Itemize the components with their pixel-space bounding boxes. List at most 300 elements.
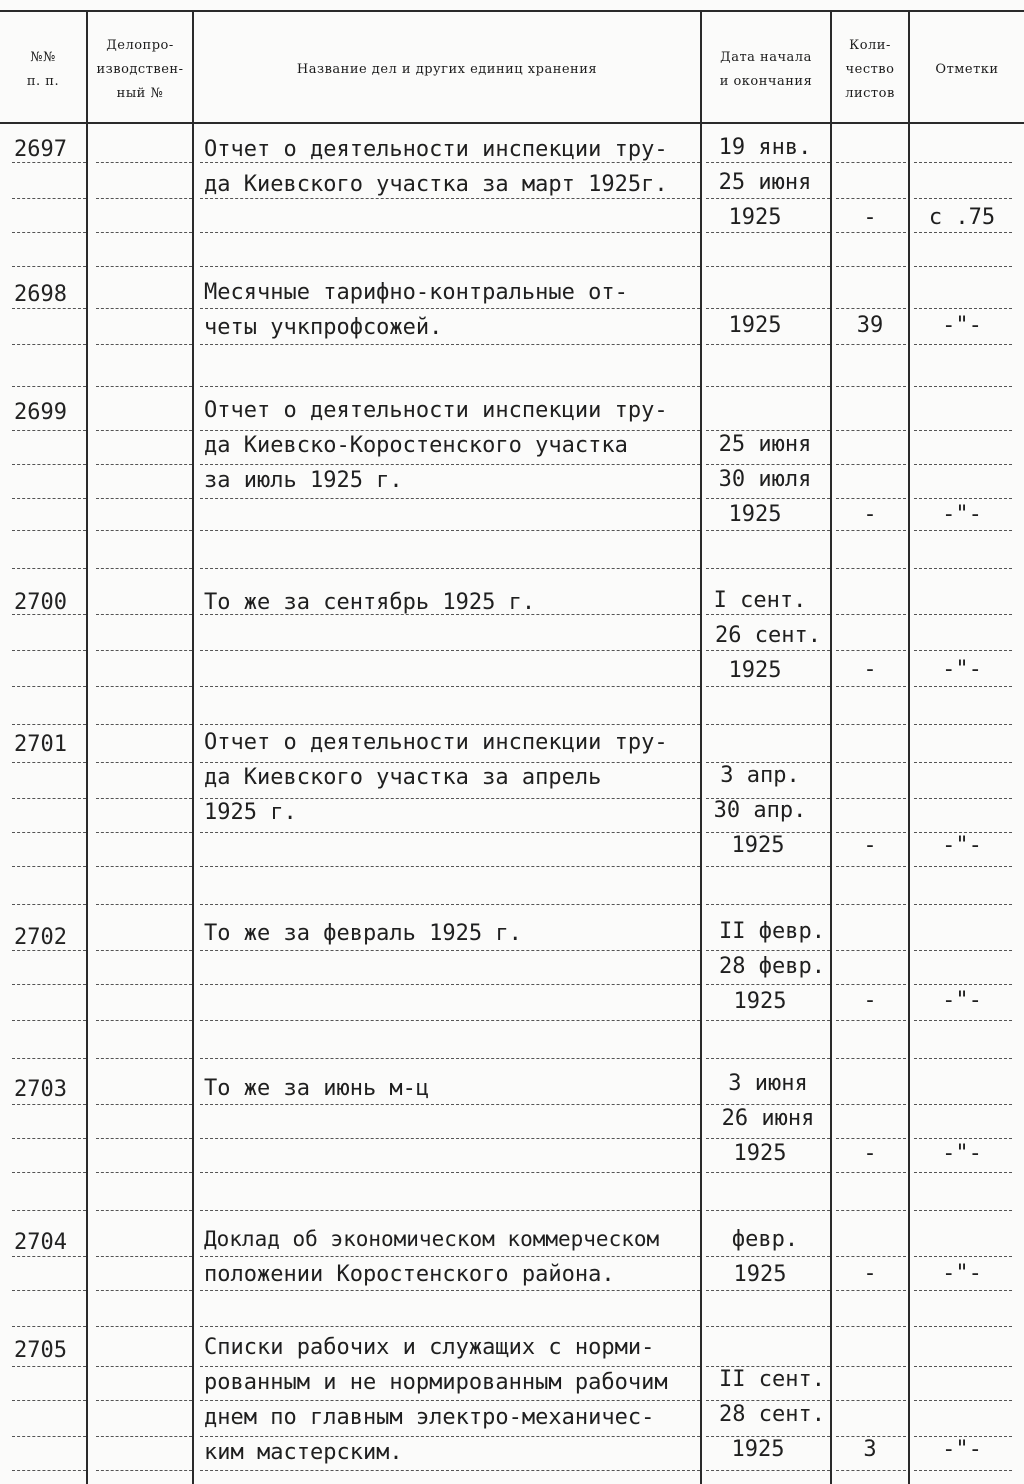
ruled-line [836, 430, 906, 431]
ruled-line [706, 1366, 830, 1367]
ruled-line [706, 798, 830, 799]
ruled-line [96, 232, 192, 233]
ruled-line [914, 904, 1012, 905]
ruled-line [12, 430, 86, 431]
row-notes: -"- [942, 657, 982, 682]
ruled-line [200, 866, 700, 867]
ruled-line [12, 232, 86, 233]
ruled-line [96, 1366, 192, 1367]
ruled-line [836, 1290, 906, 1291]
ruled-line [836, 1400, 906, 1401]
row-title [204, 916, 704, 951]
date-line: 3 апр. [720, 763, 800, 788]
row-number: 2704 [14, 1230, 67, 1255]
ruled-line [706, 686, 830, 687]
row-dates [710, 758, 832, 863]
ruled-line [706, 1058, 830, 1059]
row-number: 2703 [14, 1077, 67, 1102]
ruled-line [706, 614, 830, 615]
ruled-line [96, 498, 192, 499]
ruled-line [914, 1366, 1012, 1367]
ruled-line [836, 568, 906, 569]
ruled-line [836, 762, 906, 763]
ruled-line [96, 1138, 192, 1139]
ruled-line [12, 1256, 86, 1257]
column-divider [86, 10, 88, 1484]
ruled-line [200, 832, 700, 833]
ruled-line [914, 686, 1012, 687]
ruled-line [12, 1020, 86, 1021]
ruled-line [914, 798, 1012, 799]
ruled-line [12, 762, 86, 763]
date-line: 1925 [731, 833, 785, 858]
row-sheets: - [863, 657, 877, 682]
row-dates [710, 427, 832, 532]
ruled-line [836, 1104, 906, 1105]
ruled-line [12, 568, 86, 569]
row-notes: -"- [942, 502, 982, 527]
ruled-line [914, 232, 1012, 233]
ruled-line [706, 1436, 830, 1437]
ruled-line [706, 1104, 830, 1105]
row-title [204, 393, 704, 498]
row-dates [710, 308, 832, 343]
ruled-line [836, 1326, 906, 1327]
ruled-line [200, 344, 700, 345]
row-number: 2699 [14, 400, 67, 425]
ruled-line [836, 464, 906, 465]
ruled-line [200, 464, 700, 465]
ruled-line [200, 568, 700, 569]
ruled-line [200, 984, 700, 985]
ruled-line [96, 1104, 192, 1105]
ruled-line [836, 832, 906, 833]
date-line: I сент. [713, 588, 807, 613]
ruled-line [96, 568, 192, 569]
row-sheets: 39 [856, 313, 884, 338]
ruled-line [200, 430, 700, 431]
header-bottom-border [0, 122, 1024, 124]
ruled-line [836, 1058, 906, 1059]
ruled-line [200, 686, 700, 687]
ruled-line [12, 1290, 86, 1291]
ruled-line [706, 724, 830, 725]
date-line: II сент. [719, 1367, 825, 1392]
ruled-line [96, 198, 192, 199]
ruled-line [96, 1058, 192, 1059]
ruled-line [914, 650, 1012, 651]
ruled-line [836, 984, 906, 985]
ruled-line [12, 1366, 86, 1367]
ruled-line [200, 1138, 700, 1139]
ruled-line [836, 1020, 906, 1021]
title-line: То же за сентябрь 1925 г. [204, 590, 536, 615]
date-line: 1925 [728, 313, 782, 338]
ruled-line [706, 1210, 830, 1211]
ruled-line [836, 232, 906, 233]
row-notes: с .75 [928, 205, 996, 230]
ruled-line [200, 1470, 700, 1471]
ruled-line [96, 1210, 192, 1211]
ruled-line [12, 1172, 86, 1173]
ruled-line [12, 1138, 86, 1139]
ruled-line [200, 1326, 700, 1327]
ruled-line [12, 798, 86, 799]
row-sheets: - [863, 1261, 877, 1286]
ruled-line [12, 904, 86, 905]
ruled-line [914, 1290, 1012, 1291]
ruled-line [706, 904, 830, 905]
ruled-line [836, 266, 906, 267]
ruled-line [12, 1104, 86, 1105]
ruled-line [914, 498, 1012, 499]
ruled-line [706, 430, 830, 431]
ruled-line [836, 308, 906, 309]
ruled-line [914, 1210, 1012, 1211]
ruled-line [706, 530, 830, 531]
ruled-line [836, 1256, 906, 1257]
ruled-line [706, 498, 830, 499]
date-line: 30 июля [718, 467, 812, 492]
ruled-line [836, 162, 906, 163]
row-sheets: - [863, 833, 877, 858]
title-line: положении Коростенского района. [204, 1262, 615, 1287]
ruled-line [96, 1400, 192, 1401]
ruled-line [706, 1290, 830, 1291]
ruled-line [200, 530, 700, 531]
ruled-line [12, 464, 86, 465]
ruled-line [200, 386, 700, 387]
date-line: 3 июня [728, 1071, 808, 1096]
row-title [204, 725, 704, 830]
title-line: ким мастерским. [204, 1440, 403, 1465]
ruled-line [706, 1172, 830, 1173]
ruled-line [706, 1470, 830, 1471]
ruled-line [96, 904, 192, 905]
ruled-line [96, 650, 192, 651]
ruled-line [706, 866, 830, 867]
ruled-line [96, 1020, 192, 1021]
ruled-line [200, 762, 700, 763]
table-top-border [0, 10, 1024, 12]
date-line: 1925 [733, 989, 787, 1014]
ruled-line [914, 344, 1012, 345]
date-line: 26 сент. [715, 623, 821, 648]
ruled-line [96, 1256, 192, 1257]
row-notes: -"- [942, 1437, 982, 1462]
row-number: 2697 [14, 137, 67, 162]
ruled-line [706, 950, 830, 951]
ruled-line [12, 1436, 86, 1437]
ruled-line [96, 1290, 192, 1291]
row-title [204, 1222, 704, 1292]
ruled-line [706, 464, 830, 465]
title-line: 1925 г. [204, 800, 297, 825]
ruled-line [836, 1470, 906, 1471]
row-number: 2705 [14, 1338, 67, 1363]
ruled-line [914, 724, 1012, 725]
ruled-line [914, 1138, 1012, 1139]
row-sheets: - [863, 1141, 877, 1166]
ruled-line [12, 1058, 86, 1059]
ruled-line [200, 498, 700, 499]
ruled-line [12, 724, 86, 725]
row-notes: -"- [942, 313, 982, 338]
ruled-line [96, 832, 192, 833]
ruled-line [96, 614, 192, 615]
title-line: Отчет о деятельности инспекции тру- [204, 137, 668, 162]
ruled-line [836, 344, 906, 345]
ruled-line [12, 1210, 86, 1211]
ruled-line [12, 686, 86, 687]
ruled-line [96, 162, 192, 163]
ruled-line [12, 266, 86, 267]
ruled-line [96, 984, 192, 985]
header-sheets: Коли- чество листов [845, 38, 895, 101]
date-line: 30 апр. [713, 798, 807, 823]
ruled-line [914, 430, 1012, 431]
date-line: февр. [731, 1227, 799, 1252]
ruled-line [200, 162, 700, 163]
ruled-line [706, 198, 830, 199]
ruled-line [914, 266, 1012, 267]
ruled-line [914, 308, 1012, 309]
row-dates [710, 1066, 832, 1171]
ruled-line [914, 866, 1012, 867]
date-line: 25 июня [718, 432, 812, 457]
ruled-line [12, 650, 86, 651]
header-number: №№ п. п. [26, 50, 60, 89]
ruled-line [96, 686, 192, 687]
ruled-line [200, 904, 700, 905]
ruled-line [914, 614, 1012, 615]
row-sheets: - [863, 205, 877, 230]
row-notes: -"- [942, 988, 982, 1013]
ruled-line [914, 1436, 1012, 1437]
ruled-line [914, 1058, 1012, 1059]
ruled-line [836, 1138, 906, 1139]
ruled-line [914, 530, 1012, 531]
ruled-line [12, 1470, 86, 1471]
date-line: 28 февр. [719, 954, 825, 979]
title-line: да Киевско-Коростенского участка [204, 433, 628, 458]
ruled-line [200, 198, 700, 199]
ruled-line [914, 568, 1012, 569]
ruled-line [200, 266, 700, 267]
ruled-line [96, 950, 192, 951]
row-dates [710, 1222, 832, 1292]
title-line: То же за июнь м-ц [204, 1076, 430, 1101]
date-line: 1925 [731, 1437, 785, 1462]
header-title: Название дел и других единиц хранения [296, 62, 598, 77]
ruled-line [200, 1210, 700, 1211]
row-title [204, 275, 704, 345]
ruled-line [836, 724, 906, 725]
column-divider [192, 10, 194, 1484]
ruled-line [12, 614, 86, 615]
ruled-line [836, 386, 906, 387]
ruled-line [12, 344, 86, 345]
ruled-line [706, 1020, 830, 1021]
ruled-line [836, 950, 906, 951]
row-sheets: 3 [863, 1437, 877, 1462]
title-line: днем по главным электро-механичес- [204, 1405, 655, 1430]
date-line: 25 июня [718, 170, 812, 195]
ruled-line [836, 650, 906, 651]
date-line: 1925 [728, 658, 782, 683]
row-dates [710, 130, 832, 235]
ruled-line [914, 162, 1012, 163]
ruled-line [12, 530, 86, 531]
column-divider [908, 10, 910, 1484]
ruled-line [200, 1400, 700, 1401]
ruled-line [12, 386, 86, 387]
row-sheets: - [863, 988, 877, 1013]
ruled-line [706, 1400, 830, 1401]
row-notes: -"- [942, 1261, 982, 1286]
header-office-number: Делопро- изводствен- ный № [96, 38, 184, 101]
ruled-line [706, 232, 830, 233]
title-line: да Киевского участка за апрель [204, 765, 602, 790]
ruled-line [914, 198, 1012, 199]
title-line: Месячные тарифно-контральные от- [204, 280, 628, 305]
ruled-line [706, 1138, 830, 1139]
ruled-line [706, 650, 830, 651]
title-line: рованным и не нормированным рабочим [204, 1370, 668, 1395]
row-dates [710, 583, 832, 688]
ruled-line [200, 1104, 700, 1105]
title-line: Списки рабочих и служащих с норми- [204, 1335, 655, 1360]
ruled-line [96, 464, 192, 465]
ruled-line [914, 1326, 1012, 1327]
date-line: 1925 [728, 502, 782, 527]
ruled-line [12, 950, 86, 951]
ruled-line [96, 866, 192, 867]
ruled-line [836, 1366, 906, 1367]
ruled-line [706, 266, 830, 267]
ruled-line [914, 1256, 1012, 1257]
ruled-line [200, 1366, 700, 1367]
ruled-line [96, 308, 192, 309]
title-line: за июль 1925 г. [204, 468, 403, 493]
ruled-line [12, 308, 86, 309]
ruled-line [12, 866, 86, 867]
date-line: 26 июня [721, 1106, 815, 1131]
title-line: Доклад об экономическом коммерческом [204, 1227, 660, 1251]
ruled-line [706, 762, 830, 763]
title-line: То же за февраль 1925 г. [204, 921, 522, 946]
title-line: да Киевского участка за март 1925г. [204, 172, 668, 197]
ruled-line [200, 1256, 700, 1257]
ruled-line [12, 1400, 86, 1401]
ruled-line [836, 1210, 906, 1211]
row-dates [710, 1362, 832, 1467]
ruled-line [836, 198, 906, 199]
date-line: 28 сент. [719, 1402, 825, 1427]
title-line: Отчет о деятельности инспекции тру- [204, 730, 668, 755]
ruled-line [12, 198, 86, 199]
ruled-line [96, 266, 192, 267]
ruled-line [836, 498, 906, 499]
row-number: 2700 [14, 590, 67, 615]
ruled-line [914, 464, 1012, 465]
ruled-line [12, 1326, 86, 1327]
ruled-line [706, 1256, 830, 1257]
ruled-line [914, 1470, 1012, 1471]
date-line: 1925 [728, 205, 782, 230]
header-notes: Отметки [935, 62, 999, 77]
ruled-line [96, 386, 192, 387]
ruled-line [96, 1470, 192, 1471]
date-line: 19 янв. [718, 135, 812, 160]
ruled-line [96, 430, 192, 431]
ruled-line [96, 798, 192, 799]
ruled-line [914, 984, 1012, 985]
date-line: 1925 [733, 1262, 787, 1287]
ruled-line [96, 1436, 192, 1437]
ruled-line [96, 1326, 192, 1327]
row-sheets: - [863, 502, 877, 527]
ruled-line [200, 1058, 700, 1059]
ruled-line [914, 762, 1012, 763]
ruled-line [706, 568, 830, 569]
ruled-line [12, 984, 86, 985]
ruled-line [200, 1172, 700, 1173]
ruled-line [200, 1290, 700, 1291]
row-number: 2702 [14, 925, 67, 950]
ruled-line [200, 950, 700, 951]
row-title [204, 132, 704, 202]
ruled-line [200, 724, 700, 725]
ruled-line [706, 1326, 830, 1327]
ruled-line [12, 498, 86, 499]
row-number: 2698 [14, 282, 67, 307]
ruled-line [200, 1436, 700, 1437]
row-notes: -"- [942, 1141, 982, 1166]
date-line: 1925 [733, 1141, 787, 1166]
ruled-line [96, 724, 192, 725]
ruled-line [914, 1400, 1012, 1401]
ruled-line [836, 904, 906, 905]
ruled-line [12, 162, 86, 163]
ruled-line [914, 1172, 1012, 1173]
ruled-line [836, 530, 906, 531]
ruled-line [200, 1020, 700, 1021]
row-title [204, 1071, 704, 1106]
ruled-line [96, 1172, 192, 1173]
ruled-line [836, 686, 906, 687]
row-notes: -"- [942, 833, 982, 858]
ruled-line [914, 1020, 1012, 1021]
ruled-line [706, 344, 830, 345]
ruled-line [914, 950, 1012, 951]
ruled-line [914, 832, 1012, 833]
ruled-line [836, 866, 906, 867]
ruled-line [200, 232, 700, 233]
ruled-line [96, 530, 192, 531]
row-number: 2701 [14, 732, 67, 757]
ruled-line [836, 1172, 906, 1173]
row-dates [710, 914, 832, 1019]
ruled-line [200, 308, 700, 309]
ruled-line [706, 386, 830, 387]
ruled-line [200, 650, 700, 651]
ruled-line [200, 798, 700, 799]
ruled-line [706, 832, 830, 833]
header-dates: Дата начала и окончания [719, 50, 813, 89]
ruled-line [836, 1436, 906, 1437]
ruled-line [200, 614, 700, 615]
